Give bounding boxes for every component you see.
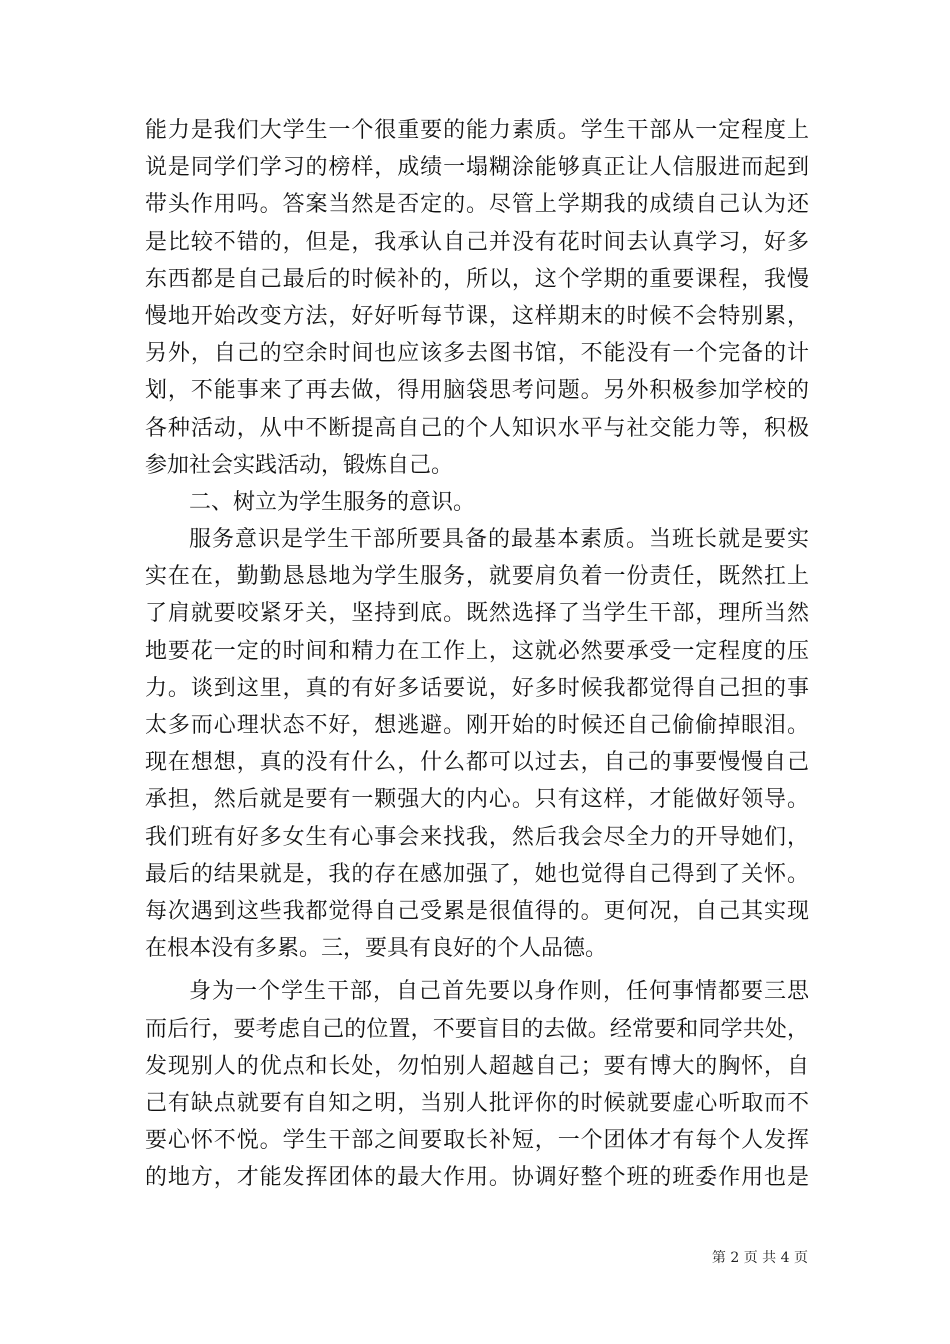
text-line: 而后行，要考虑自己的位置，不要盲目的去做。经常要和同学共处，	[145, 1016, 809, 1042]
text-line: 力。谈到这里，真的有好多话要说，好多时候我都觉得自己担的事	[145, 675, 809, 701]
text-line: 慢地开始改变方法，好好听每节课，这样期末的时候不会特别累，	[145, 303, 809, 329]
text-line: 的地方，才能发挥团体的最大作用。协调好整个班的班委作用也是	[145, 1165, 809, 1191]
text-line: 带头作用吗。答案当然是否定的。尽管上学期我的成绩自己认为还	[145, 192, 809, 218]
paragraph	[145, 112, 809, 484]
text-line: 在根本没有多累。三，要具有良好的个人品德。	[145, 936, 608, 962]
text-line: 要心怀不悦。学生干部之间要取长补短，一个团体才有每个人发挥	[145, 1128, 809, 1154]
text-line: 发现别人的优点和长处，勿怕别人超越自己；要有博大的胸怀，自	[145, 1053, 809, 1079]
text-line: 划，不能事来了再去做，得用脑袋思考问题。另外积极参加学校的	[145, 378, 809, 404]
text-line: 能力是我们大学生一个很重要的能力素质。学生干部从一定程度上	[145, 118, 809, 143]
section-heading: 二、树立为学生服务的意识。	[189, 489, 476, 515]
document-body	[145, 112, 809, 1196]
text-line: 最后的结果就是，我的存在感加强了，她也觉得自己得到了关怀。	[145, 861, 809, 887]
text-line: 了肩就要咬紧牙关，坚持到底。既然选择了当学生干部，理所当然	[145, 601, 809, 627]
text-line: 东西都是自己最后的时候补的，所以，这个学期的重要课程，我慢	[145, 266, 809, 292]
text-line: 实在在，勤勤恳恳地为学生服务，就要肩负着一份责任，既然扛上	[145, 564, 809, 590]
text-line: 地要花一定的时间和精力在工作上，这就必然要承受一定程度的压	[145, 638, 809, 664]
text-line: 我们班有好多女生有心事会来找我，然后我会尽全力的开导她们，	[145, 824, 809, 850]
text-line: 服务意识是学生干部所要具备的最基本素质。当班长就是要实	[189, 527, 809, 553]
text-line: 各种活动，从中不断提高自己的个人知识水平与社交能力等，积极	[145, 415, 809, 441]
text-line: 现在想想，真的没有什么，什么都可以过去，自己的事要慢慢自己	[145, 750, 809, 776]
paragraph	[145, 973, 809, 1196]
text-line: 太多而心理状态不好，想逃避。刚开始的时候还自己偷偷掉眼泪。	[145, 713, 809, 738]
paragraph	[145, 521, 809, 967]
text-line: 另外，自己的空余时间也应该多去图书馆，不能没有一个完备的计	[145, 341, 809, 367]
page-number: 第 2 页 共 4 页	[711, 1250, 808, 1266]
text-line: 身为一个学生干部，自己首先要以身作则，任何事情都要三思	[189, 979, 809, 1005]
text-line: 参加社会实践活动，锻炼自己。	[145, 452, 454, 478]
text-line: 每次遇到这些我都觉得自己受累是很值得的。更何况，自己其实现	[145, 898, 809, 924]
text-line: 是比较不错的，但是，我承认自己并没有花时间去认真学习，好多	[145, 229, 809, 255]
text-line: 承担，然后就是要有一颗强大的内心。只有这样，才能做好领导。	[145, 787, 809, 813]
text-line: 己有缺点就要有自知之明，当别人批评你的时候就要虚心听取而不	[145, 1090, 809, 1116]
text-line: 说是同学们学习的榜样，成绩一塌糊涂能够真正让人信服进而起到	[145, 155, 809, 181]
